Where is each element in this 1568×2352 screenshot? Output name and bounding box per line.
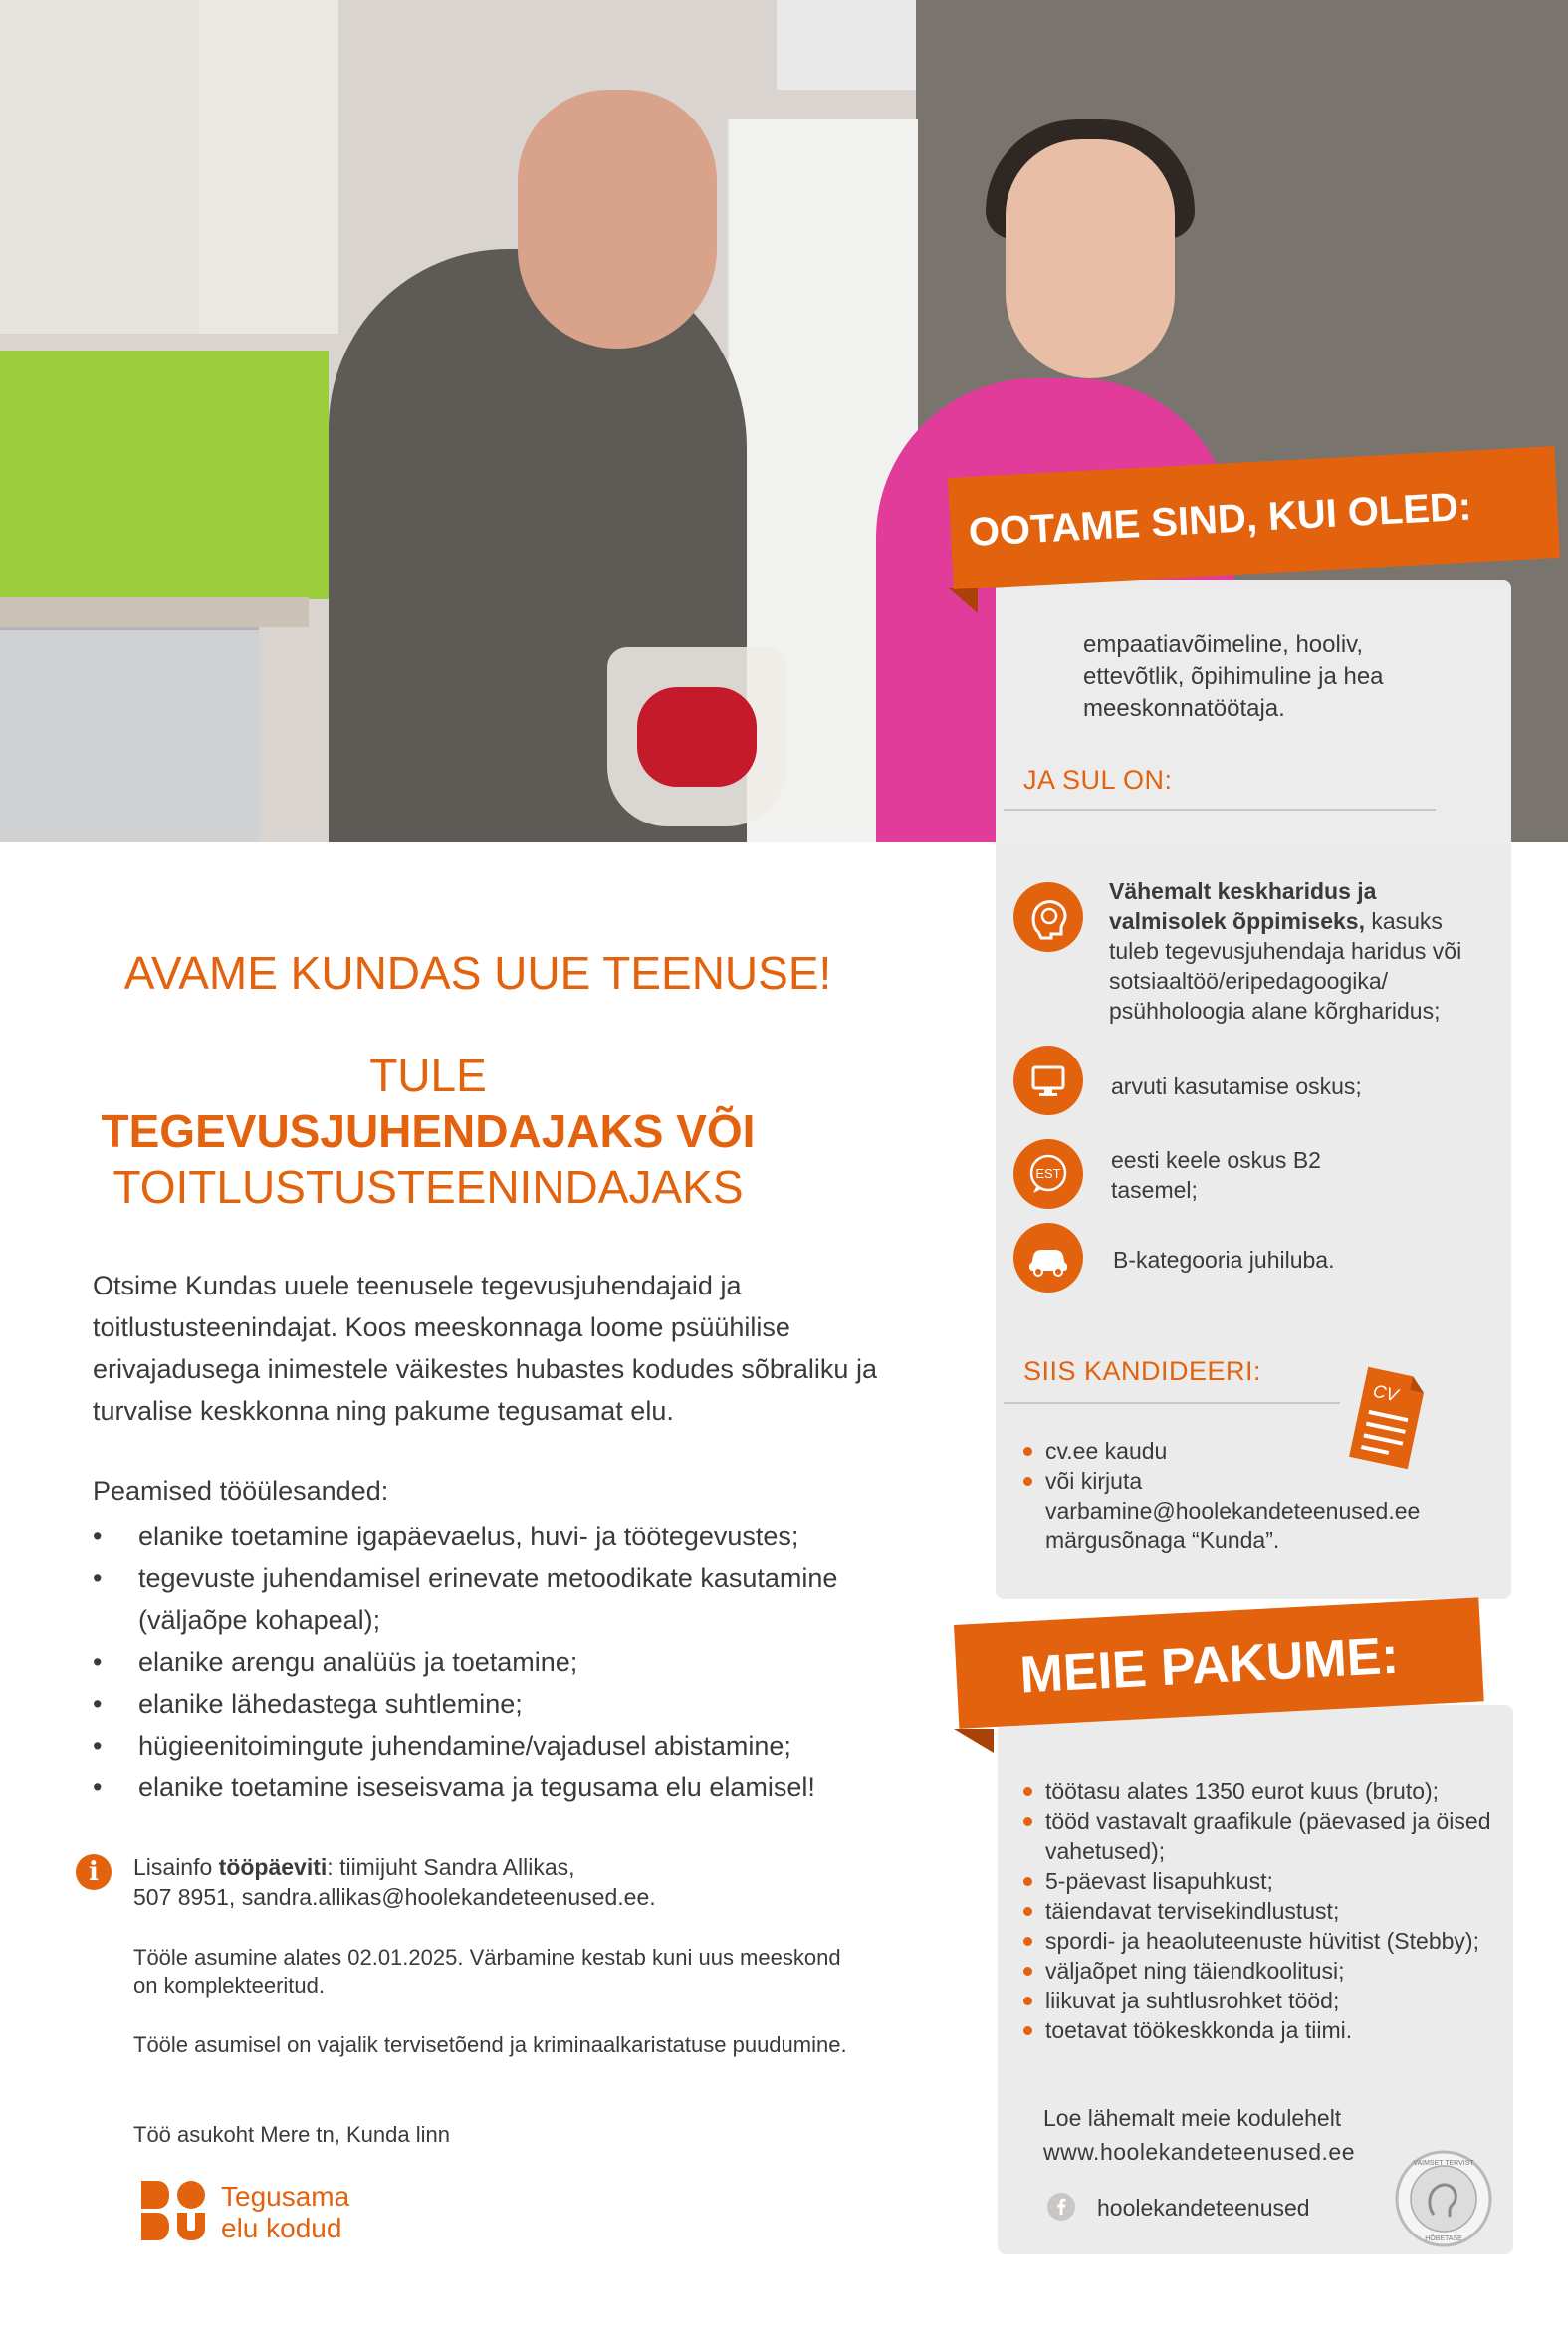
photo-dishwasher	[0, 627, 259, 842]
est-icon-label: EST	[1035, 1166, 1061, 1181]
photo-cabinet	[0, 0, 203, 334]
job-title	[60, 1048, 796, 1215]
facebook-handle[interactable]: hoolekandeteenused	[1097, 2195, 1310, 2221]
job-title-line1: TULE	[369, 1050, 487, 1101]
info-health: Tööle asumisel on vajalik tervisetõend ja kriminaalkaristatuse puudumine.	[133, 2032, 847, 2057]
task-item: • tegevuste juhendamisel erinevate metoodikate kasutamine (väljaõpe kohapeal);	[93, 1557, 935, 1641]
requirement-education-text: kasuks tuleb tegevusjuhendaja haridus või sotsiaaltöö/eripedagoogika/ psühholoogia alane kõrgharidus;	[1109, 908, 1462, 1024]
info-contact	[133, 1852, 830, 1912]
offer-list	[1019, 1776, 1513, 2045]
offer-item: täiendavat tervisekindlustust;	[1019, 1896, 1513, 1926]
car-icon	[1013, 1223, 1083, 1293]
requirement-education-bold: Vähemalt keskharidus ja valmisolek õppimiseks,	[1109, 878, 1377, 934]
requirement-license: B-kategooria juhiluba.	[1113, 1247, 1335, 1273]
offer-banner: MEIE PAKUME:	[954, 1597, 1484, 1728]
offer-item: spordi- ja heaoluteenuste hüvitist (Stebby);	[1019, 1926, 1513, 1956]
photo-cabinet-2	[199, 0, 338, 334]
badge-top-text: VAIMSET TERVIST	[1413, 2160, 1474, 2167]
offer-item: liikuvat ja suhtlusrohket tööd;	[1019, 1986, 1513, 2015]
apply-divider	[1004, 1402, 1340, 1404]
logo-mark-icon	[141, 2181, 207, 2240]
banner-fold	[948, 588, 978, 613]
photo-woman-head	[1006, 139, 1175, 378]
logo-line1: Tegusama	[221, 2181, 350, 2212]
website-intro: Loe lähemalt meie kodulehelt	[1043, 2105, 1342, 2131]
photo-strawberries	[637, 687, 757, 787]
info-contact-person: : tiimijuht Sandra Allikas,	[327, 1854, 575, 1880]
job-title-line3: TOITLUSTUSTEENINDAJAKS	[112, 1161, 744, 1213]
logo-line2: elu kodud	[221, 2213, 342, 2243]
task-item: • elanike lähedastega suhtlemine;	[93, 1683, 909, 1725]
intro-text: Otsime Kundas uuele teenusele tegevusjuhendajaid ja toitlustusteenindajat. Koos meeskonnaga loome psüühilise erivajadusega inimestele väikestes hubastes kodudes sõbraliku ja turvalise keskkonna ning pakume tegusamat elu.	[93, 1271, 877, 1426]
badge-bottom-text: HÕBETASE	[1425, 2235, 1462, 2242]
apply-email[interactable]: varbamine@hoolekandeteenused.ee	[1045, 1498, 1421, 1524]
info-prefix: Lisainfo	[133, 1854, 219, 1880]
apply-item-text: või kirjuta	[1045, 1468, 1143, 1494]
apply-item: cv.ee kaudu	[1019, 1436, 1457, 1466]
tasks-list	[93, 1516, 909, 1808]
offer-item: 5-päevast lisapuhkust;	[1019, 1866, 1513, 1896]
task-item: • hügieenitoimingute juhendamine/vajadusel abistamine;	[93, 1725, 909, 1766]
est-language-icon	[1013, 1139, 1083, 1209]
task-item: • elanike toetamine igapäevaelus, huvi- ja töötegevustes;	[93, 1516, 909, 1557]
info-contact-details: 507 8951, sandra.allikas@hoolekandeteenused.ee.	[133, 1884, 656, 1910]
divider	[1004, 809, 1436, 811]
job-title-line2: TEGEVUSJUHENDAJAKS VÕI	[101, 1105, 756, 1157]
requirement-computer: arvuti kasutamise oskus;	[1111, 1073, 1362, 1099]
photo-man-head	[518, 90, 717, 349]
apply-list	[1019, 1436, 1457, 1555]
info-start: Tööle asumine alates 02.01.2025. Värbamine kestab kuni uus meeskond on komplekteeritud.	[133, 1945, 841, 1998]
task-item: • elanike arengu analüüs ja toetamine;	[93, 1641, 909, 1683]
cv-label: CV	[1371, 1380, 1400, 1406]
requirement-education	[1109, 876, 1477, 1026]
task-item: • elanike toetamine iseseisvama ja tegusama elu elamisel!	[93, 1766, 909, 1808]
mental-health-badge-icon	[1394, 2149, 1493, 2248]
requirements-subheading: JA SUL ON:	[1023, 765, 1173, 795]
headline: AVAME KUNDAS UUE TEENUSE!	[123, 947, 832, 999]
photo-counter	[0, 597, 309, 627]
offer-item: toetavat töökeskkonda ja tiimi.	[1019, 2015, 1513, 2045]
info-bold: tööpäeviti	[218, 1854, 328, 1880]
offer-item: väljaõpet ning täiendkoolitusi;	[1019, 1956, 1513, 1986]
photo-green-wall	[0, 351, 329, 599]
tasks-heading: Peamised tööülesanded:	[93, 1476, 389, 1506]
apply-heading: SIIS KANDIDEERI:	[1023, 1356, 1262, 1386]
offer-item: töötasu alates 1350 eurot kuus (bruto);	[1019, 1776, 1513, 1806]
logo-text	[221, 2181, 349, 2244]
facebook-icon[interactable]	[1047, 2193, 1075, 2221]
traits-text: empaatiavõimeline, hooliv, ettevõtlik, õpihimuline ja hea meeskonnatöötaja.	[1083, 631, 1384, 722]
info-icon: i	[76, 1854, 112, 1890]
website-link[interactable]: www.hoolekandeteenused.ee	[1043, 2139, 1356, 2165]
offer-item: tööd vastavalt graafikule (päevased ja öised vahetused);	[1019, 1806, 1513, 1866]
apply-item	[1019, 1466, 1457, 1555]
apply-keyword: märgusõnaga “Kunda”.	[1045, 1528, 1280, 1553]
monitor-icon	[1013, 1046, 1083, 1115]
banner-fold-2	[954, 1729, 994, 1753]
requirement-language: eesti keele oskus B2 tasemel;	[1111, 1147, 1321, 1203]
info-location: Töö asukoht Mere tn, Kunda linn	[133, 2122, 450, 2147]
brain-head-icon	[1013, 882, 1083, 952]
requirements-banner: OOTAME SIND, KUI OLED:	[948, 446, 1560, 589]
